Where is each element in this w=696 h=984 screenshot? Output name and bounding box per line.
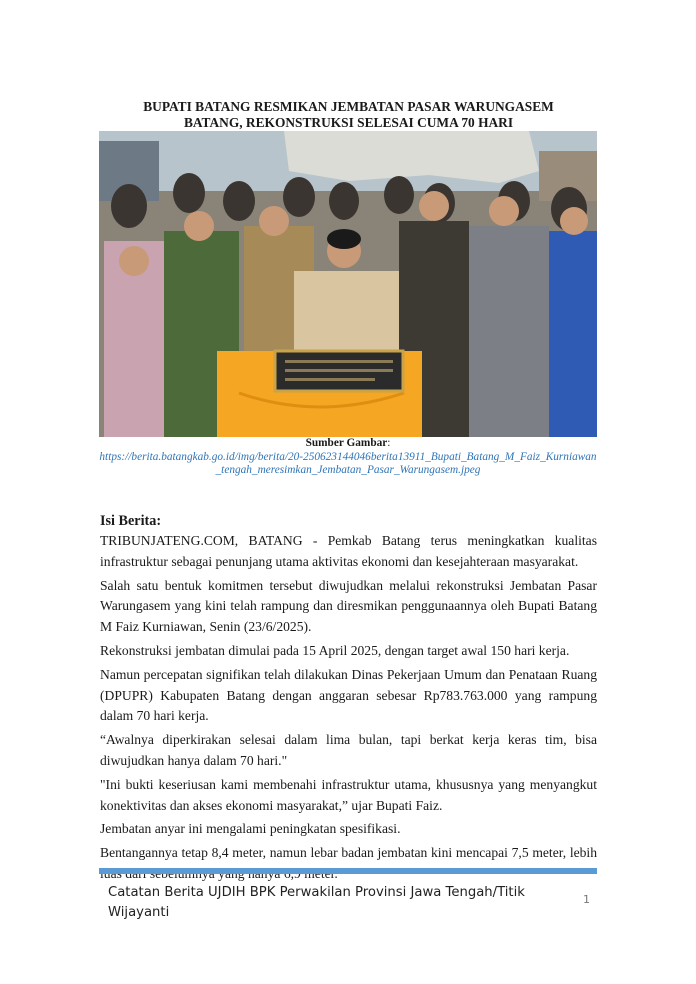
- news-photo: [99, 131, 597, 437]
- title-line-1: BUPATI BATANG RESMIKAN JEMBATAN PASAR WARUNGASEM: [143, 99, 554, 114]
- paragraph: Rekonstruksi jembatan dimulai pada 15 April 2025, dengan target awal 150 hari kerja.: [100, 642, 570, 658]
- paragraph: Namun percepatan signifikan telah dilakukan Dinas Pekerjaan Umum dan Penataan Ruang (DPUPR) Kabupaten Batang dengan anggaran sebesar Rp783.763.000 yang rampung dalam 70 hari kerja.: [100, 666, 597, 724]
- footer-note: Catatan Berita UJDIH BPK Perwakilan Provinsi Jawa Tengah/Titik Wijayanti: [108, 885, 525, 920]
- image-source-link[interactable]: https://berita.batangkab.go.id/img/berita/20-250623144046berita13911_Bupati_Batang_M_Faiz_Kurniawan_tengah_meresimkan_Jembatan_Pasar_Warungasem.jpeg: [99, 450, 597, 476]
- photo-icon: [99, 131, 597, 437]
- paragraph: Salah satu bentuk komitmen tersebut diwujudkan melalui rekonstruksi Jembatan Pasar Warungasem yang kini telah rampung dan diresmikan penggunaannya oleh Bupati Batang M Faiz Kurniawan, Senin (23/6/2025).: [100, 577, 597, 635]
- paragraph: Jembatan anyar ini mengalami peningkatan spesifikasi.: [100, 821, 401, 837]
- footer-divider: [99, 868, 597, 874]
- paragraph: Bentangannya tetap 8,4 meter, namun lebar badan jembatan kini mencapai 7,5 meter, lebih: [100, 845, 597, 861]
- paragraph: "Ini bukti keseriusan kami membenahi infrastruktur utama, khususnya yang menyangkut konektivitas dan akses ekonomi masyarakat,” ujar Bupati Faiz.: [100, 776, 597, 813]
- title-line-2: BATANG, REKONSTRUKSI SELESAI CUMA 70 HARI: [183, 114, 514, 130]
- article-body: [100, 531, 597, 888]
- image-caption: [99, 437, 597, 478]
- page-number: 1: [583, 893, 590, 906]
- caption-colon: :: [387, 437, 391, 449]
- paragraph: TRIBUNJATENG.COM, BATANG - Pemkab Batang terus meningkatkan kualitas infrastruktur sebagai penunjang utama aktivitas ekonomi dan kesejahteraan masyarakat.: [100, 533, 597, 569]
- paragraph: “Awalnya diperkirakan selesai dalam lima bulan, tapi berkat kerja keras tim, bisa diwujudkan hanya dalam 70 hari.": [100, 732, 597, 768]
- caption-label: Sumber Gambar: [305, 437, 388, 449]
- article-heading: Isi Berita:: [100, 513, 162, 529]
- document-title: [100, 99, 597, 130]
